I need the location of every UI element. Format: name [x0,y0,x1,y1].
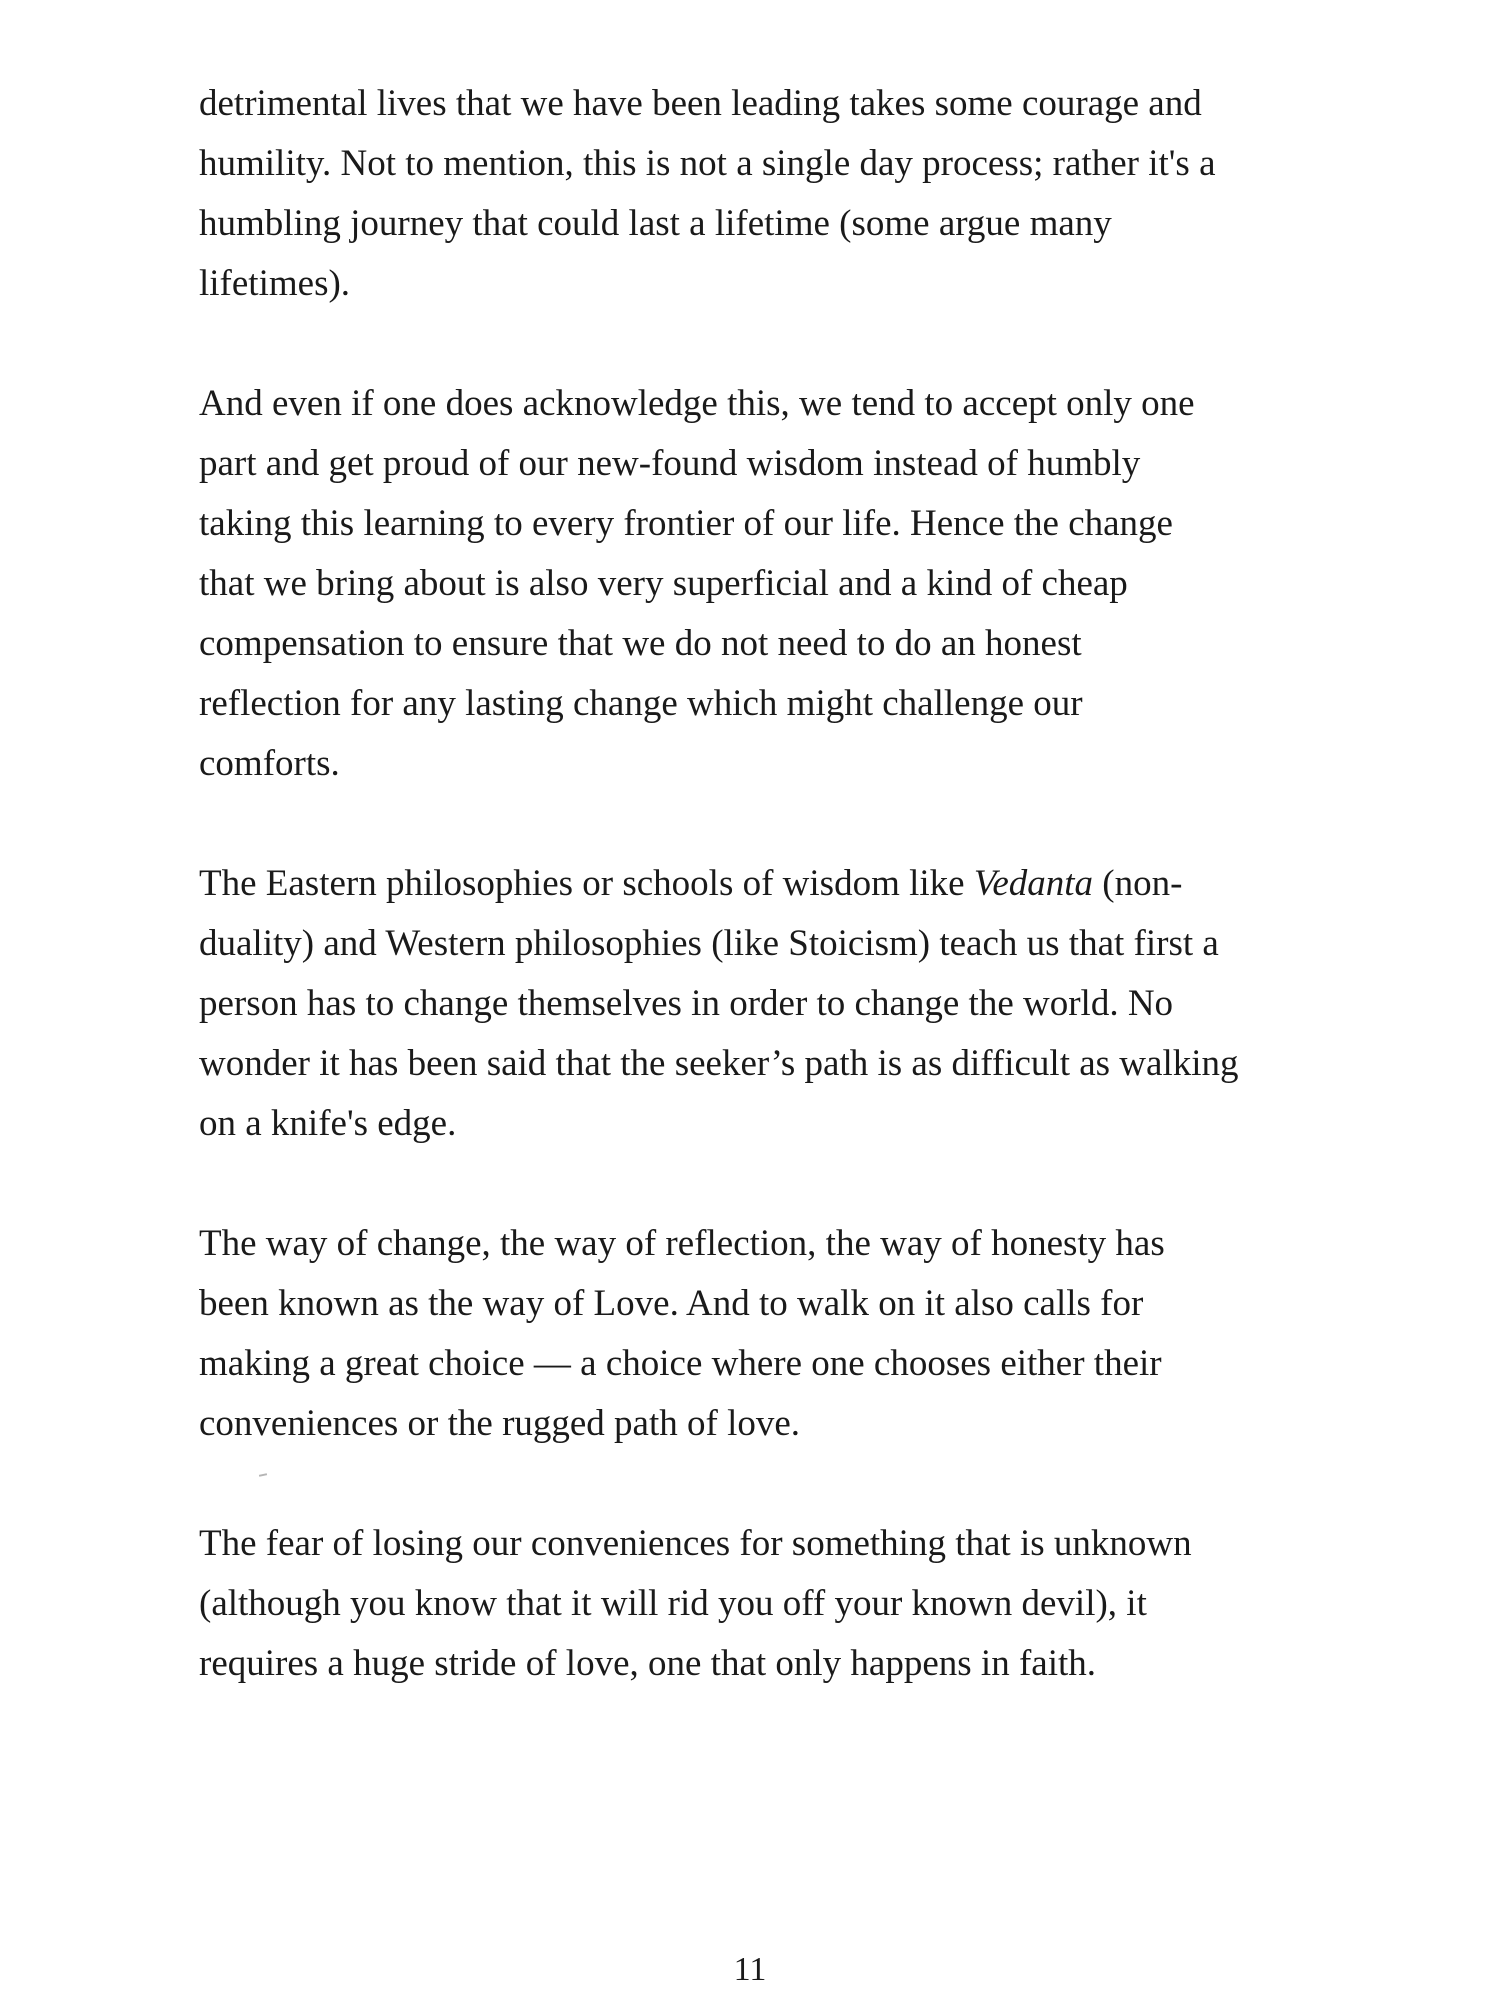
text-line: duality) and Western philosophies (like Stoicism) teach us that first a [199,923,1219,964]
text-line: part and get proud of our new-found wisdom instead of humbly [199,443,1141,484]
text-line: conveniences or the rugged path of love. [199,1403,801,1444]
text-line: making a great choice — a choice where one chooses either their [199,1343,1162,1384]
paragraph-2 [199,374,1369,794]
text-line: humbling journey that could last a lifetime (some argue many [199,203,1112,244]
text-line: on a knife's edge. [199,1103,457,1144]
paragraph-1 [199,74,1369,314]
text-line: taking this learning to every frontier of our life. Hence the change [199,503,1173,544]
page-number: 11 [733,1951,767,1988]
text-line: lifetimes). [199,263,351,304]
text-line: comforts. [199,743,340,784]
text-line: humility. Not to mention, this is not a single day process; rather it's a [199,143,1216,184]
text-line: (although you know that it will rid you off your known devil), it [199,1583,1147,1624]
text-line: reflection for any lasting change which might challenge our [199,683,1083,724]
text-line: The way of change, the way of reflection, the way of honesty has [199,1223,1165,1264]
text-line: detrimental lives that we have been leading takes some courage and [199,83,1202,124]
body-text [199,74,1369,1754]
paragraph-3 [199,854,1369,1154]
text-line: wonder it has been said that the seeker’s path is as difficult as walking [199,1043,1239,1084]
text-line: person has to change themselves in order to change the world. No [199,983,1174,1024]
text-segment: (non- [1093,863,1183,904]
paragraph-5 [199,1514,1369,1694]
text-line: been known as the way of Love. And to walk on it also calls for [199,1283,1144,1324]
text-line: compensation to ensure that we do not need to do an honest [199,623,1082,664]
text-line: The fear of losing our conveniences for something that is unknown [199,1523,1192,1564]
text-segment: The Eastern philosophies or schools of wisdom like [199,863,974,904]
text-line [199,854,1369,914]
vedanta-term: Vedanta [973,863,1094,904]
text-line: requires a huge stride of love, one that only happens in faith. [199,1643,1096,1684]
text-line: And even if one does acknowledge this, we tend to accept only one [199,383,1195,424]
text-line: that we bring about is also very superficial and a kind of cheap [199,563,1128,604]
paragraph-4 [199,1214,1369,1454]
